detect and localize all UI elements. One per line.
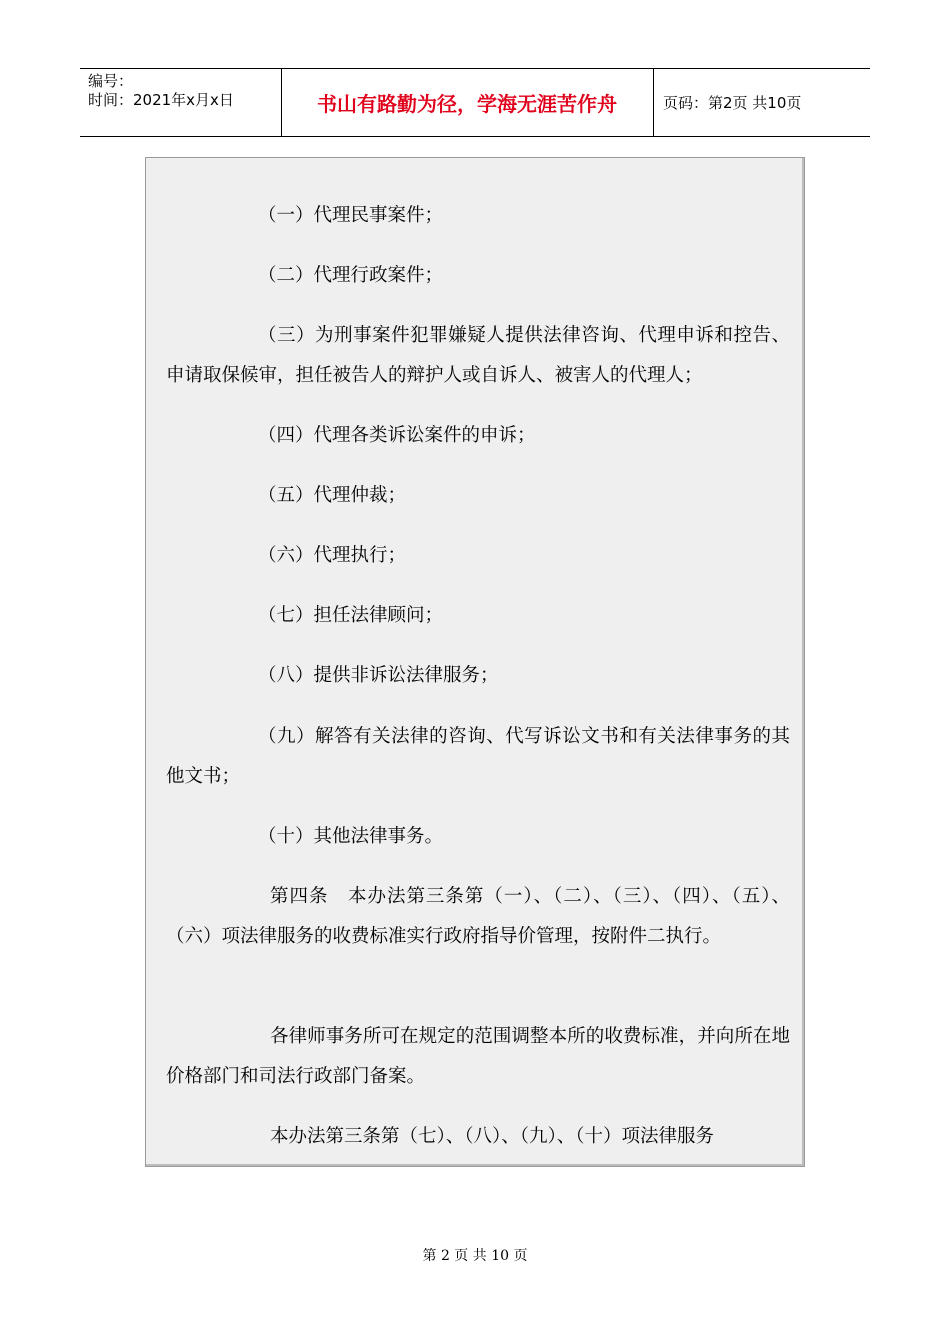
continuation-paragraph: 本办法第三条第（七）、（八）、（九）、（十）项法律服务	[270, 1126, 715, 1147]
page-header	[80, 68, 870, 137]
page-footer: 第 2 页 共 10 页	[422, 1248, 528, 1264]
header-page-info: 页码：第2页 共10页	[663, 94, 802, 112]
document-content-box	[145, 157, 805, 1167]
list-item: （六）代理执行；	[258, 545, 407, 566]
document-date: 时间：2021年x月x日	[88, 91, 234, 109]
list-item: （八）提供非诉讼法律服务；	[258, 665, 499, 686]
list-item: （九）解答有关法律的咨询、代写诉讼文书和有关法律事务的其他文书；	[166, 726, 790, 787]
header-page-cell	[653, 69, 870, 136]
list-item: （五）代理仲裁；	[258, 485, 407, 506]
list-item: （七）担任法律顾问；	[258, 605, 444, 626]
filing-paragraph: 各律师事务所可在规定的范围调整本所的收费标准，并向所在地价格部门和司法行政部门备案。	[166, 1026, 790, 1087]
list-item: （二）代理行政案件；	[258, 265, 444, 286]
header-meta-cell	[80, 69, 282, 136]
list-item: （一）代理民事案件；	[258, 205, 444, 226]
list-item: （四）代理各类诉讼案件的申诉；	[258, 425, 536, 446]
header-motto: 书山有路勤为径，学海无涯苦作舟	[317, 92, 617, 116]
article-four-paragraph: 第四条 本办法第三条第（一）、（二）、（三）、（四）、（五）、（六）项法律服务的收费标准实行政府指导价管理，按附件二执行。	[166, 886, 790, 947]
header-motto-cell	[281, 69, 654, 136]
document-number-label: 编号：	[88, 72, 134, 90]
list-item: （三）为刑事案件犯罪嫌疑人提供法律咨询、代理申诉和控告、申请取保候审，担任被告人的辩护人或自诉人、被害人的代理人；	[166, 325, 790, 386]
list-item: （十）其他法律事务。	[258, 826, 444, 847]
